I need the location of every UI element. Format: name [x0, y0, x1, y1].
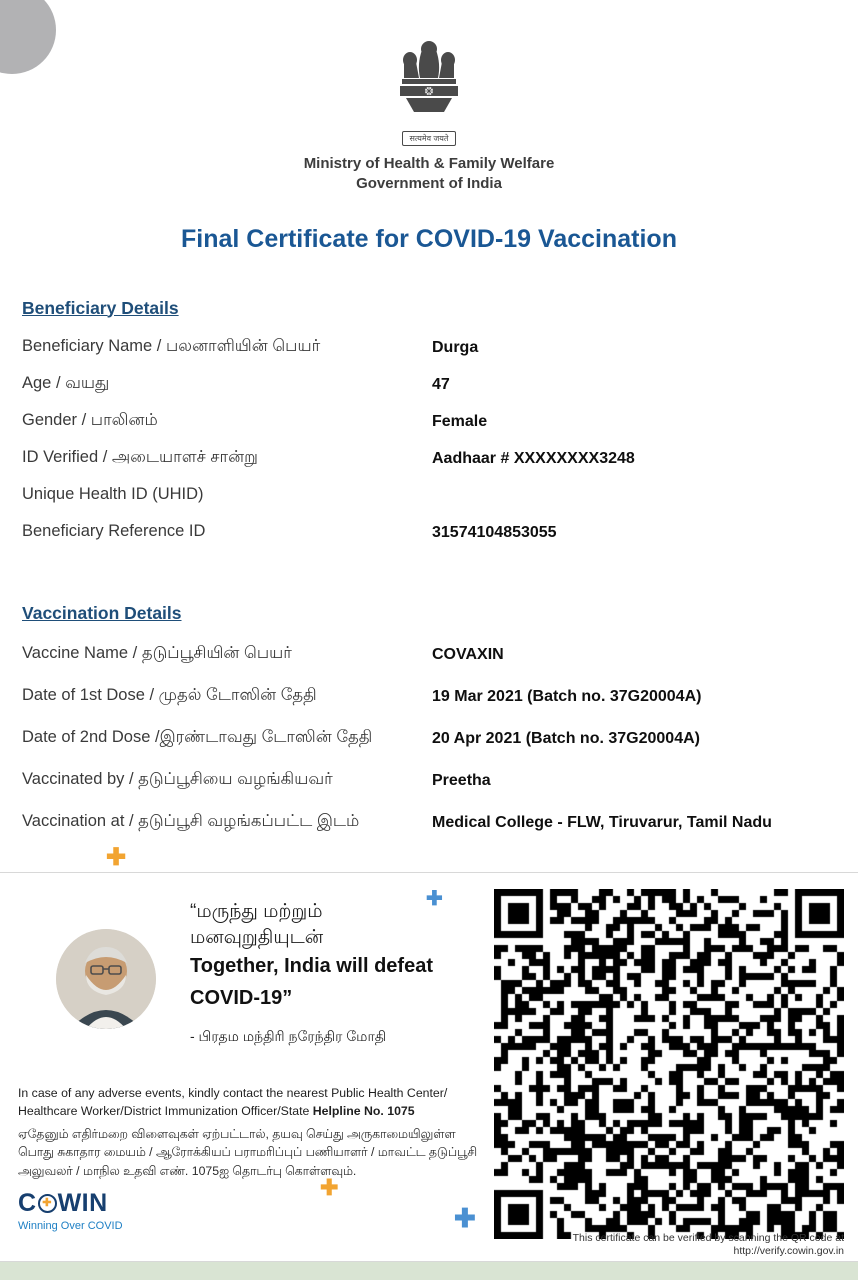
field-label: Date of 1st Dose / முதல் டோஸின் தேதி	[22, 685, 317, 704]
field-value: COVAXIN	[432, 645, 504, 663]
cowin-tagline: Winning Over COVID	[18, 1220, 123, 1232]
quote-english-line1: Together, India will defeat	[190, 955, 433, 978]
beneficiary-details	[22, 337, 836, 559]
field-value: Medical College - FLW, Tiruvarur, Tamil Nadu	[432, 813, 772, 831]
field-value: 47	[432, 375, 450, 393]
pm-modi-photo	[56, 929, 156, 1029]
footer-banner	[0, 872, 858, 1262]
helpline-number: Helpline No. 1075	[312, 1103, 415, 1118]
field-value: 20 Apr 2021 (Batch no. 37G20004A)	[432, 729, 700, 747]
adverse-events-text	[18, 1085, 476, 1121]
quote-attribution: - பிரதம மந்திரி நரேந்திர மோதி	[190, 1028, 387, 1045]
quote-tamil-line1: “மருந்து மற்றும்	[190, 901, 323, 922]
field-label: Age / வயது	[22, 373, 110, 392]
table-row	[22, 686, 836, 728]
table-row	[22, 812, 836, 854]
beneficiary-section-title: Beneficiary Details	[22, 297, 179, 318]
field-label: Unique Health ID (UHID)	[22, 484, 204, 503]
adverse-events-text-tamil: ஏதேனும் எதிர்மறை விளைவுகள் ஏற்பட்டால், தயவு செய்து அருகாமையிலுள்ள பொது சுகாதார மையம் / ஆரோக்கியப் பராமரிப்புப் பணியாளர் / மாவட்ட தடுப்பூசி அலுவலர் / மாநில உதவி எண். 1075ஐ தொடர்பு கொள்ளவும்.	[18, 1127, 478, 1178]
india-national-emblem-icon	[393, 38, 465, 128]
plus-icon: ✚	[426, 888, 443, 910]
field-label: Gender / பாலினம்	[22, 410, 158, 429]
qr-code	[494, 889, 844, 1239]
field-label: Vaccination at / தடுப்பூசி வழங்கப்பட்ட இடம்	[22, 811, 360, 830]
field-value: Aadhaar # XXXXXXXX3248	[432, 449, 635, 467]
table-row	[22, 644, 836, 686]
table-row	[22, 411, 836, 448]
field-value: Preetha	[432, 771, 491, 789]
qr-caption-line1: This certificate can be verified by scanning the QR code at	[572, 1231, 844, 1244]
field-label: Vaccinated by / தடுப்பூசியை வழங்கியவர்	[22, 769, 333, 788]
field-value: Durga	[432, 338, 479, 356]
plus-icon: ✚	[106, 844, 127, 871]
header	[0, 0, 858, 195]
ministry-line1: Ministry of Health & Family Welfare	[303, 155, 555, 172]
cowin-plus-icon: ✚	[38, 1194, 57, 1213]
field-label: Beneficiary Reference ID	[22, 521, 206, 540]
table-row	[22, 522, 836, 559]
table-row	[22, 728, 836, 770]
field-value: 19 Mar 2021 (Batch no. 37G20004A)	[432, 687, 702, 705]
table-row	[22, 770, 836, 812]
quote-english-line2: COVID-19”	[190, 987, 293, 1010]
quote-tamil-line2: மனவுறுதியுடன்	[190, 926, 324, 948]
plus-icon: ✚	[454, 1203, 476, 1233]
field-value: Female	[432, 412, 488, 430]
emblem-motto: सत्यमेव जयते	[402, 131, 457, 146]
ministry-line2: Government of India	[356, 175, 502, 193]
field-value: 31574104853055	[432, 523, 557, 541]
vaccination-details	[22, 644, 836, 854]
qr-caption-line2: http://verify.cowin.gov.in	[733, 1245, 844, 1258]
cowin-logo-win: WIN	[57, 1189, 108, 1217]
field-label: Date of 2nd Dose /இரண்டாவது டோஸின் தேதி	[22, 727, 373, 746]
qr-verification-caption	[573, 1232, 844, 1259]
cowin-logo-c: C	[18, 1189, 37, 1217]
certificate-title: Final Certificate for COVID-19 Vaccination	[181, 224, 677, 253]
certificate-body	[0, 298, 858, 854]
vaccination-section-title: Vaccination Details	[22, 602, 182, 623]
cowin-logo	[18, 1189, 123, 1232]
field-label: Beneficiary Name / பலனாளியின் பெயர்	[22, 336, 321, 355]
bottom-green-strip	[0, 1262, 858, 1280]
field-label: ID Verified / அடையாளச் சான்று	[22, 447, 258, 466]
table-row	[22, 448, 836, 485]
table-row	[22, 337, 836, 374]
table-row	[22, 485, 836, 522]
table-row	[22, 374, 836, 411]
pm-quote	[190, 899, 480, 1047]
plus-icon: ✚	[320, 1175, 339, 1200]
adverse-events-body: In case of any adverse events, kindly contact the nearest Public Health Center/ Healthcare Worker/District Immunization Officer/State	[18, 1086, 448, 1118]
field-label: Vaccine Name / தடுப்பூசியின் பெயர்	[22, 643, 292, 662]
